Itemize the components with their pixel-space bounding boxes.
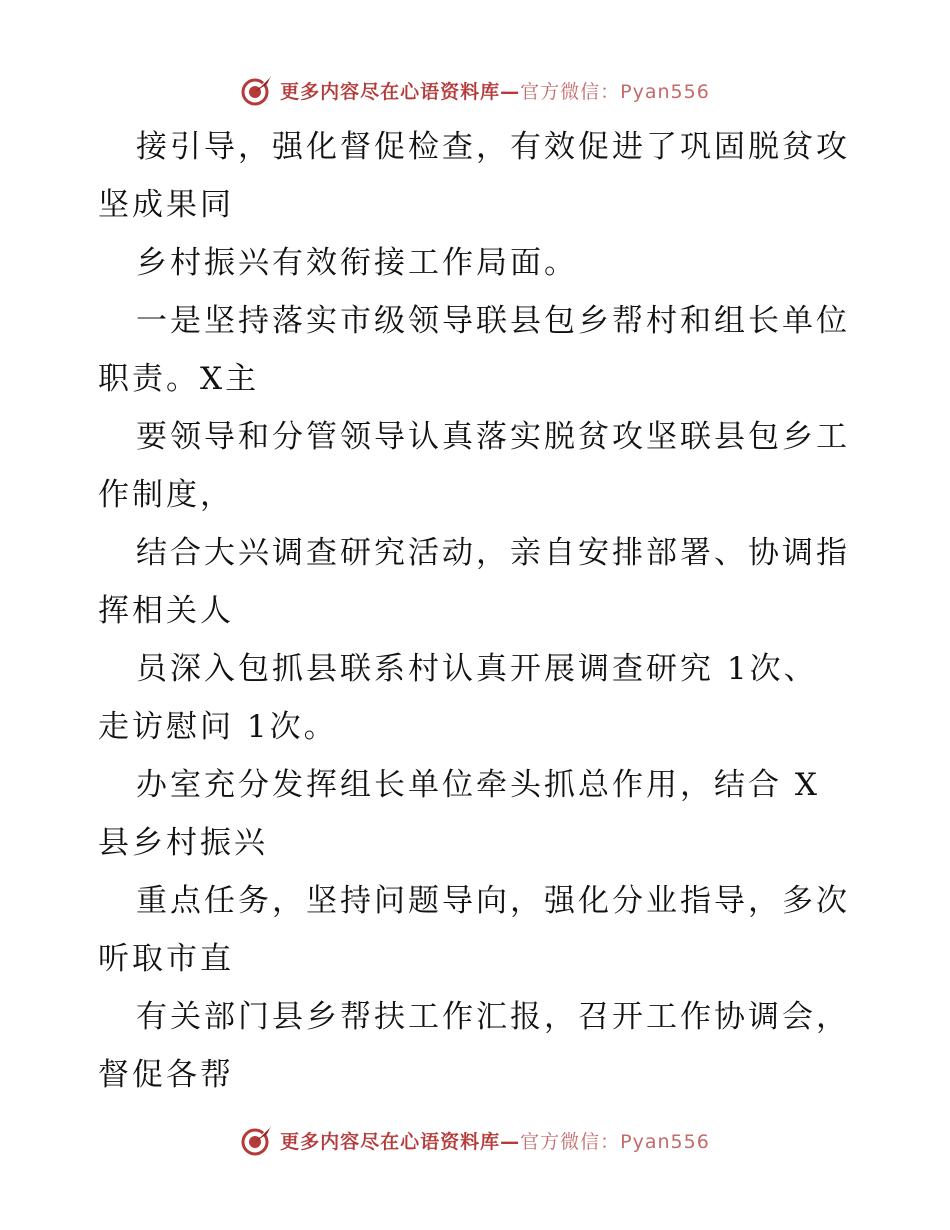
- text-line: 结合大兴调查研究活动，亲自安排部署、协调指: [136, 535, 850, 571]
- text-line: 挥相关人: [98, 593, 234, 629]
- watermark-banner: [240, 73, 710, 107]
- text-line: 要领导和分管领导认真落实脱贫攻坚联县包乡工: [136, 419, 850, 455]
- text-line: 县乡村振兴: [98, 825, 268, 861]
- text-line: 走访慰问 1次。: [98, 709, 338, 745]
- watermark-wechat: 官方微信：Pyan556: [520, 1130, 710, 1153]
- text-line: 接引导，强化督促检查，有效促进了巩固脱贫攻: [136, 129, 850, 165]
- header-watermark: [0, 70, 950, 110]
- text-line: 员深入包抓县联系村认真开展调查研究 1次、: [136, 651, 818, 687]
- text-line: 重点任务，坚持问题导向，强化分业指导，多次: [136, 883, 850, 919]
- watermark-wechat: 官方微信：Pyan556: [520, 80, 710, 103]
- text-line: 乡村振兴有效衔接工作局面。: [136, 245, 578, 281]
- text-line: 有关部门县乡帮扶工作汇报，召开工作协调会，: [136, 999, 850, 1035]
- watermark-banner: [240, 1123, 710, 1157]
- footer-watermark: [0, 1120, 950, 1160]
- text-line: 作制度，: [98, 477, 234, 513]
- body-text: [98, 118, 858, 1104]
- watermark-text: [280, 77, 710, 104]
- text-line: 坚成果同: [98, 187, 234, 223]
- watermark-site-name: 更多内容尽在心语资料库—: [280, 80, 521, 103]
- quill-logo-icon: [240, 1123, 274, 1157]
- text-line: 听取市直: [98, 941, 234, 977]
- text-line: 办室充分发挥组长单位牵头抓总作用，结合 X: [136, 767, 820, 803]
- text-line: 一是坚持落实市级领导联县包乡帮村和组长单位: [136, 303, 850, 339]
- watermark-site-name: 更多内容尽在心语资料库—: [280, 1130, 521, 1153]
- watermark-text: [280, 1127, 710, 1154]
- text-line: 督促各帮: [98, 1057, 234, 1093]
- quill-logo-icon: [240, 73, 274, 107]
- text-line: 职责。X主: [98, 361, 260, 397]
